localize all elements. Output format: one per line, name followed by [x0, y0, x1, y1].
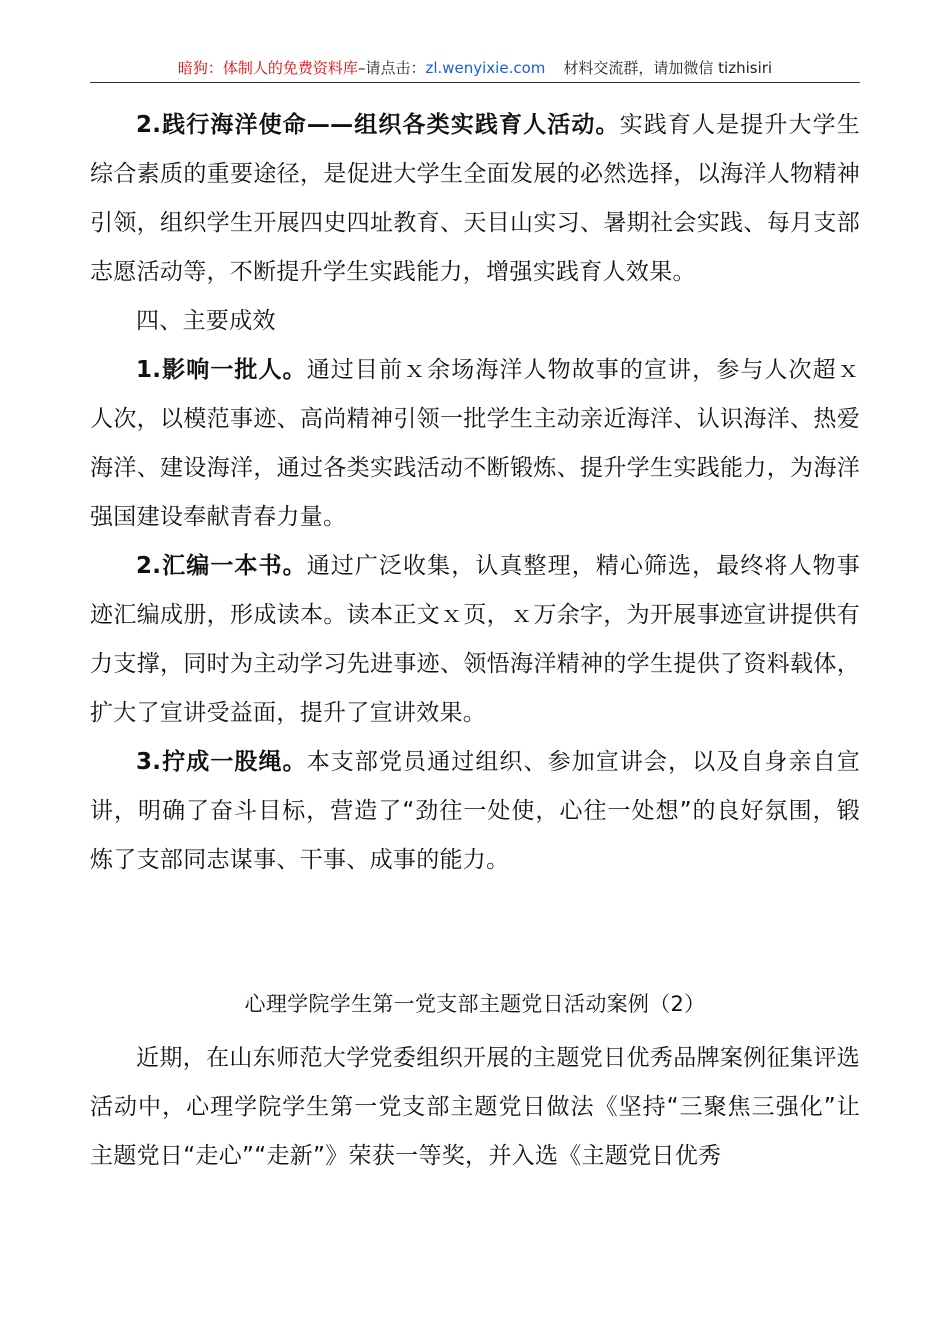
paragraph-text: 通过广泛收集，认真整理，精心筛选，最终将人物事迹汇编成册，形成读本。读本正文ｘ页，ｘ万余字，为开展事迹宣讲提供有力支撑，同时为主动学习先进事迹、领悟海洋精神的学生提供了资料载体，扩大了宣讲受益面，提升了宣讲效果。	[90, 553, 860, 726]
paragraph-text: 本支部党员通过组织、参加宣讲会，以及自身亲自宣讲，明确了奋斗目标，营造了“劲往一处使，心往一处想”的良好氛围，锻炼了支部同志谋事、干事、成事的能力。	[90, 749, 860, 873]
paragraph-practice-mission	[90, 101, 860, 297]
case-title: 心理学院学生第一党支部主题党日活动案例（2）	[244, 992, 706, 1016]
paragraph-text: 通过目前ｘ余场海洋人物故事的宣讲，参与人次超ｘ人次，以模范事迹、高尚精神引领一批学生主动亲近海洋、认识海洋、热爱海洋、建设海洋，通过各类实践活动不断锻炼、提升学生实践能力，为海洋强国建设奉献青春力量。	[90, 357, 861, 530]
paragraph-unite	[90, 738, 860, 885]
paragraph-title: 3.拧成一股绳。	[136, 749, 307, 775]
paragraph-text: 实践育人是提升大学生综合素质的重要途径，是促进大学生全面发展的必然选择，以海洋人物精神引领，组织学生开展四史四址教育、天目山实习、暑期社会实践、每月支部志愿活动等，不断提升学生实践能力，增强实践育人效果。	[90, 112, 861, 285]
paragraph-compile-book	[90, 542, 860, 738]
paragraph-title: 2.汇编一本书。	[136, 553, 307, 579]
paragraph-title: 1.影响一批人。	[136, 357, 307, 383]
header-brand: 暗狗：体制人的免费资料库	[177, 59, 358, 77]
page-header	[90, 58, 860, 78]
paragraph-influence	[90, 346, 860, 542]
section-spacer	[90, 885, 860, 982]
header-url-link[interactable]: zl.wenyixie.com	[425, 59, 546, 77]
header-divider	[90, 82, 860, 83]
document-body	[90, 101, 860, 1181]
header-contact: 材料交流群，请加微信 tizhisiri	[563, 59, 773, 77]
header-click-prompt: –请点击：	[357, 59, 426, 77]
section-heading-results: 四、主要成效	[136, 308, 276, 334]
paragraph-title: 2.践行海洋使命——组织各类实践育人活动。	[136, 112, 620, 138]
paragraph-case-intro: 近期，在山东师范大学党委组织开展的主题党日优秀品牌案例征集评选活动中，心理学院学生第一党支部主题党日做法《坚持“三聚焦三强化”让主题党日“走心”“走新”》荣获一等奖，并入选《主题党日优秀	[90, 1045, 860, 1169]
